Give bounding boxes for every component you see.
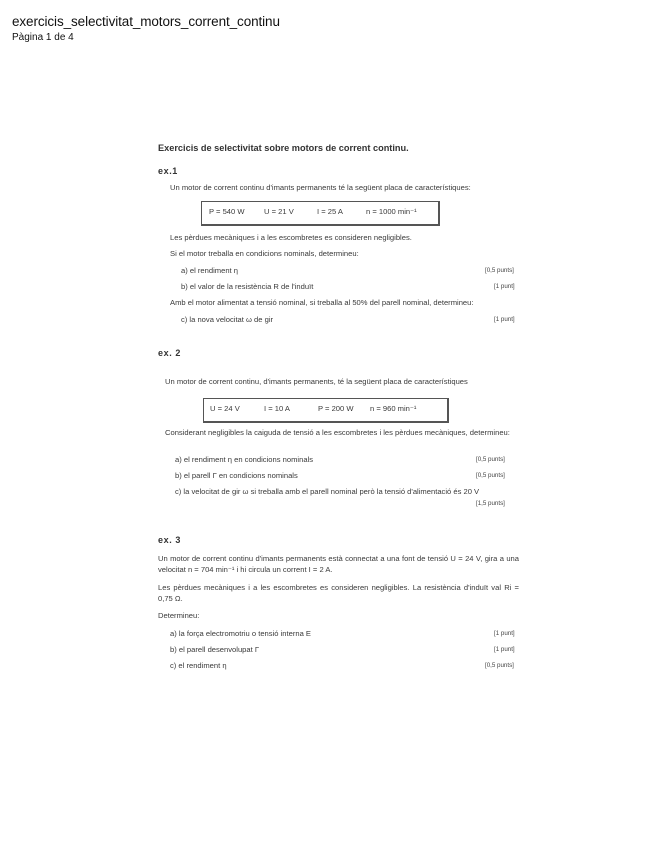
ex1-line: Les pèrdues mecàniques i a les escombretes es consideren negligibles. — [170, 233, 412, 242]
ex1-plate-box — [201, 201, 440, 226]
ex3-item-a-points: [1 punt] — [494, 630, 515, 637]
ex1-item-a-points: [0,5 punts] — [485, 267, 514, 274]
ex3-item-c-points: [0,5 punts] — [485, 662, 514, 669]
ex1-label: ex.1 — [158, 166, 178, 176]
ex2-item-a-points: [0,5 punts] — [476, 456, 505, 463]
ex2-item-b-points: [0,5 punts] — [476, 472, 505, 479]
ex1-item-c: c) la nova velocitat ω de gir — [181, 315, 274, 324]
ex2-label: ex. 2 — [158, 348, 182, 358]
ex2-plate-value: U = 24 V — [210, 404, 240, 413]
exercise-sheet-title: Exercicis de selectivitat sobre motors de corrent continu. — [158, 143, 409, 153]
ex3-paragraph: Un motor de corrent continu d'imants permanents està connectat a una font de tensió U = 24 V, gira a una velocitat n = 704 min⁻¹ i hi circula un corrent I = 2 A. — [158, 554, 519, 574]
ex3-paragraph: Les pèrdues mecàniques i a les escombretes es consideren negligibles. La resistència d'induït val Ri = 0,75 Ω. — [158, 583, 519, 603]
ex3-label: ex. 3 — [158, 535, 182, 545]
ex1-intro: Un motor de corrent continu d'imants permanents té la següent placa de característiques: — [170, 183, 471, 192]
ex3-item-b: b) el parell desenvolupat Γ — [170, 645, 260, 654]
ex2-item-c: c) la velocitat de gir ω si treballa amb el parell nominal però la tensió d'alimentació és 20 V — [175, 487, 480, 496]
ex2-intro: Un motor de corrent continu, d'imants permanents, té la següent placa de característiques — [165, 377, 468, 386]
ex1-line: Amb el motor alimentat a tensió nominal, si treballa al 50% del parell nominal, determineu: — [170, 298, 474, 307]
ex2-plate-box — [203, 398, 449, 423]
ex1-plate-value: P = 540 W — [209, 207, 245, 216]
ex1-plate-value: I = 25 A — [317, 207, 343, 216]
ex3-item-a: a) la força electromotriu o tensió interna E — [170, 629, 311, 638]
ex1-item-a: a) el rendiment η — [181, 266, 238, 275]
ex1-item-b-points: [1 punt] — [494, 283, 515, 290]
ex3-line: Determineu: — [158, 611, 200, 620]
ex2-item-b: b) el parell Γ en condicions nominals — [175, 471, 298, 480]
ex2-item-c-points: [1,5 punts] — [476, 500, 505, 507]
document-title: exercicis_selectivitat_motors_corrent_continu — [12, 14, 280, 29]
ex2-plate-value: n = 960 min⁻¹ — [370, 404, 417, 413]
ex1-plate-value: n = 1000 min⁻¹ — [366, 207, 417, 216]
page-indicator: Pàgina 1 de 4 — [12, 32, 74, 43]
ex2-plate-value: P = 200 W — [318, 404, 354, 413]
ex2-paragraph: Considerant negligibles la caiguda de tensió a les escombretes i les pèrdues mecàniques, determineu: — [165, 428, 510, 437]
ex3-item-b-points: [1 punt] — [494, 646, 515, 653]
ex1-item-c-points: [1 punt] — [494, 316, 515, 323]
ex1-line: Si el motor treballa en condicions nominals, determineu: — [170, 249, 359, 258]
ex2-plate-value: I = 10 A — [264, 404, 290, 413]
ex1-plate-value: U = 21 V — [264, 207, 294, 216]
ex1-item-b: b) el valor de la resistència R de l'induït — [181, 282, 314, 291]
ex2-item-a: a) el rendiment η en condicions nominals — [175, 455, 314, 464]
ex3-item-c: c) el rendiment η — [170, 661, 227, 670]
